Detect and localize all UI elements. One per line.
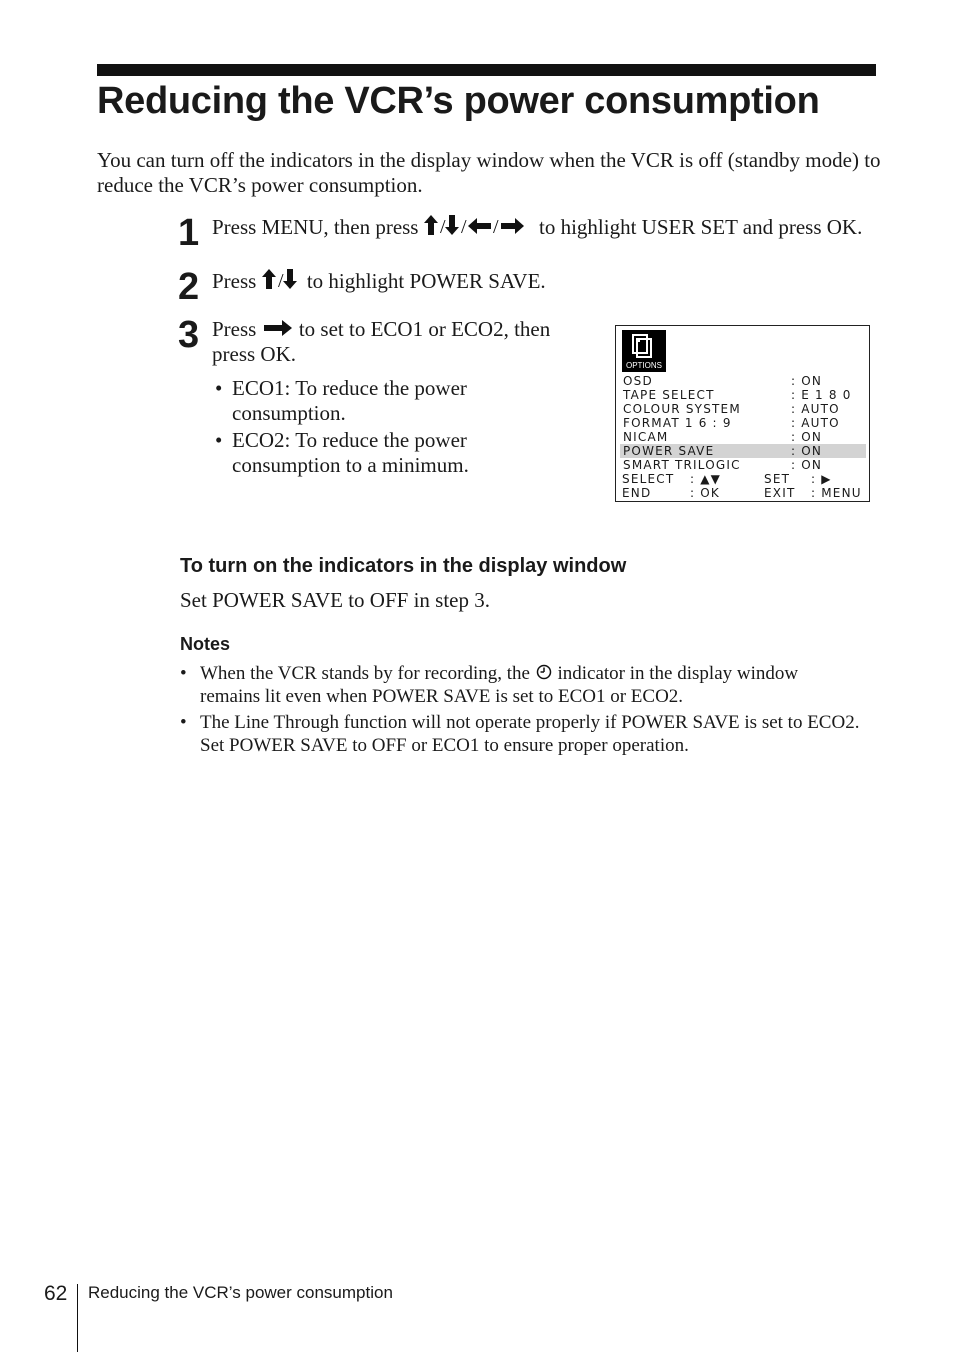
title-rule [97,64,876,76]
osd-row-value: : ON [791,444,823,458]
osd-row-label: COLOUR SYSTEM [623,402,741,416]
subsection-heading: To turn on the indicators in the display window [180,555,627,577]
step-2-text [212,269,882,294]
osd-select-value: : ▲▼ [690,472,722,486]
up-down-left-right-arrows-icon [424,215,534,237]
list-item: • ECO2: To reduce the power consumption to a minimum. [212,428,572,478]
osd-end-label: END [622,486,652,500]
up-down-arrows-icon [262,269,302,291]
step-2-text-after: to highlight POWER SAVE. [301,269,546,293]
svg-text:/: / [492,216,499,237]
step-3-text-before: Press [212,317,262,341]
osd-row-value: : ON [791,374,823,388]
osd-row-label: OSD [623,374,653,388]
note-1-text-before: When the VCR stands by for recording, the [200,663,535,684]
osd-row-label: SMART TRILOGIC [623,458,741,472]
osd-row-value: : ON [791,458,823,472]
osd-row-power-save-highlighted [620,444,866,458]
osd-row-label: POWER SAVE [623,444,715,458]
step-1-text [212,215,882,240]
step-number-1: 1 [178,212,200,254]
list-item: • The Line Through function will not operate properly if POWER SAVE is set to ECO2. Set POWER SAVE to OFF or ECO1 to ensure proper operation. [180,711,860,757]
osd-row-nicam [620,430,866,444]
step-number-2: 2 [178,266,200,308]
osd-set-value: : ▶ [811,472,832,486]
step-3-text [212,317,582,367]
osd-row-smart-trilogic [620,458,866,472]
svg-text:/: / [460,216,467,237]
options-symbol-icon [622,330,666,362]
osd-row-label: FORMAT 1 6 : 9 [623,416,732,430]
step-2-text-before: Press [212,269,262,293]
list-item: • ECO1: To reduce the power consumption. [212,376,572,426]
notes-list [180,662,860,760]
osd-row-value: : E 1 8 0 [791,388,852,402]
page-title: Reducing the VCR’s power consumption [97,80,820,122]
svg-text:/: / [277,270,284,291]
running-title: Reducing the VCR’s power consumption [88,1283,393,1302]
options-icon [622,330,666,372]
page-number: 62 [44,1282,68,1305]
svg-text:/: / [439,216,446,237]
list-item [180,662,860,708]
osd-row-colour-system [620,402,866,416]
right-arrow-icon [262,317,294,339]
osd-menu-screen [615,325,870,502]
osd-row-label: TAPE SELECT [623,388,715,402]
subsection-text: Set POWER SAVE to OFF in step 3. [180,588,490,612]
notes-heading: Notes [180,634,231,654]
timer-icon [535,663,553,681]
step-1-text-after: to highlight USER SET and press OK. [533,215,863,239]
osd-row-value: : AUTO [791,402,840,416]
step-3-options-list [212,376,572,480]
osd-row-osd [620,374,866,388]
options-icon-label: OPTIONS [625,361,662,370]
osd-select-label: SELECT [622,472,675,486]
footer-divider [77,1284,78,1352]
step-1-text-before: Press MENU, then press [212,215,424,239]
intro-paragraph: You can turn off the indicators in the display window when the VCR is off (standby mode) to reduce the VCR’s power consumption. [97,148,881,197]
osd-row-label: NICAM [623,430,669,444]
osd-exit-value: : MENU [811,486,862,500]
osd-set-label: SET [764,472,791,486]
osd-row-value: : AUTO [791,416,840,430]
osd-exit-label: EXIT [764,486,796,500]
osd-end-value: : OK [690,486,720,500]
step-3-text-after: to set to ECO1 or ECO2, then press OK. [212,317,551,366]
osd-row-format [620,416,866,430]
note-1-text-after: indicator in the display window remains lit even when POWER SAVE is set to ECO1 or ECO2. [200,663,799,707]
osd-row-tape-select [620,388,866,402]
step-number-3: 3 [178,314,200,356]
osd-row-value: : ON [791,430,823,444]
